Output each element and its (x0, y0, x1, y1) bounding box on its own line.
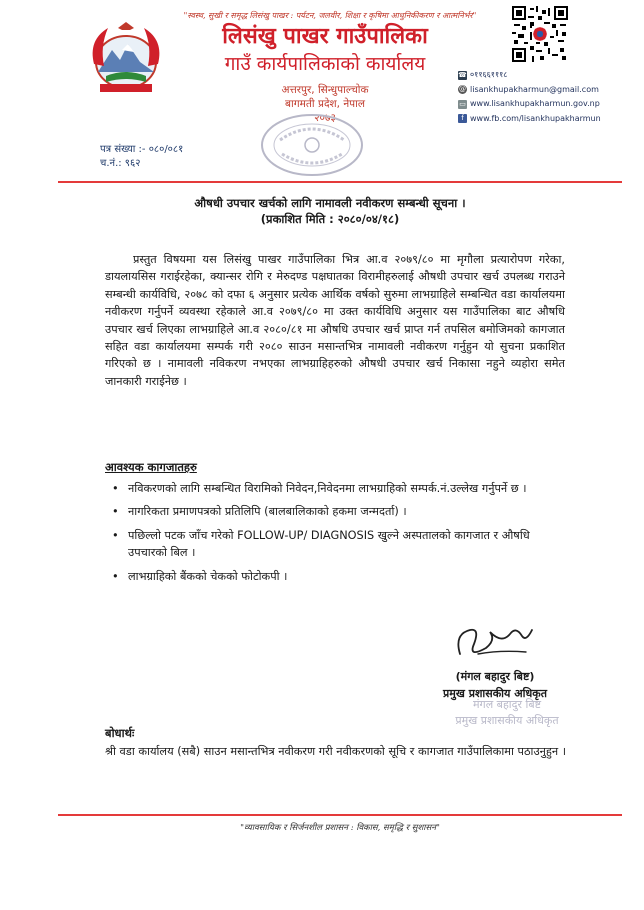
list-item: • लाभग्राहिको बैंकको चेकको फोटोकपी । (112, 568, 572, 585)
contact-phone: ☎ ०११६६१११८ (458, 70, 508, 79)
facebook-icon: f (458, 114, 467, 123)
header-divider (58, 181, 622, 183)
web-icon: ▭ (459, 99, 466, 108)
handwritten-signature (440, 614, 540, 664)
address-line-1: अत्तरपुर, सिन्धुपाल्चोक (281, 84, 369, 96)
phone-icon: ☎ (458, 70, 467, 79)
signatory-name: (मंगल बहादुर बिष्ट) (455, 670, 535, 683)
contact-email[interactable]: @ lisankhupakharmun@gmail.com (459, 84, 599, 94)
notice-body: प्रस्तुत विषयमा यस लिसंखु पाखर गाउँपालिका भित्र आ.व २०७९/८० मा मृगौला प्रत्यारोपण गरेका, डायलायसिस गराईरहेका, क्यान्सर रोगि र मेरुदण्ड पक्षघातका विरामीहरुलाई औषधी उपचार खर्च उपलब्ध गराउने सम्बन्धी कार्यविधि, २०७८ को दफा ६ अनुसार प्रत्येक आर्थिक वर्षको सुरुमा लाभग्राहिले सम्बन्धित वडा कार्यालयमा नवीकरण गर्नुपर्ने व्यवस्था रहेकाले आ.व २०७९/८० मा उक्त कार्यविधि अनुसार यस गाउँपालिका बाट औषधि उपचार खर्च लिएका लाभग्राहिले आ.व २०८०/८१ मा औषधि उपचार खर्च प्राप्त गर्न तपसिल बमोजिमको कागजात सहित वडा कार्यालयमा सम्पर्क गरी २०८० साउन मसान्तभित्र नामावली नवीकरण गर्नुहुन यो सुचना प्रकाशित गरिएको छ । नामावली नविकरण नभएका लाभग्राहिहरुको औषधी उपचार खर्च निकासा नहुने व्यहोरा समेत जानकारी गराईनेछ । (105, 253, 565, 388)
stamp-designation: प्रमुख प्रशासकीय अधिकृत (455, 714, 559, 727)
published-date: (प्रकाशित मिति : २०८०/०४/१८) (260, 212, 400, 226)
letter-number: पत्र संख्या :- ०८०/०८१ (100, 144, 184, 155)
contact-website[interactable]: ▭ www.lisankhupakharmun.gov.np (459, 99, 600, 108)
address-line-3: २०७३ (314, 112, 336, 124)
footer-motto: "व्यावसायिक र सिर्जनशील प्रशासन : विकास, समृद्धि र सुशासन" (240, 823, 440, 833)
cc-heading: बोधार्थः (105, 726, 135, 740)
list-item: • पछिल्लो पटक जाँच गरेको FOLLOW-UP/ DIAGNOSIS खुल्ने अस्पतालको कागजात र औषधि उपचारको बिल । (112, 527, 572, 562)
notice-title: औषधी उपचार खर्चको लागि नामावली नवीकरण सम्बन्धी सूचना । (194, 196, 466, 210)
notice-title-block (60, 195, 600, 227)
list-item: • नागरिकता प्रमाणपत्रको प्रतिलिपि (बालबालिकाको हकमा जन्मदर्ता) । (112, 503, 572, 520)
qr-code (512, 6, 568, 62)
requirements-list (112, 480, 572, 591)
header-motto: "स्वस्थ, सुखी र समृद्ध लिसंखु पाखर : पर्यटन, जलवीर, शिक्षा र कृषिमा आधुनिकीकरण र आत्मनिर्भर" (183, 11, 477, 20)
cc-text: श्री वडा कार्यालय (सबै) साउन मसान्तभित्र नवीकरण गरी नवीकरणको सूचि र कागजात गाउँपालिकामा पठाउनुहुन । (105, 745, 567, 758)
signatory-designation: प्रमुख प्रशासकीय अधिकृत (443, 687, 547, 700)
dispatch-number: च.नं.: ९६२ (100, 158, 141, 169)
email-icon: @ (459, 85, 466, 94)
office-stamp-icon (258, 112, 366, 178)
office-name: गाउँ कार्यपालिकाको कार्यालय (224, 53, 426, 75)
nepal-emblem-icon (82, 20, 170, 96)
contact-list (458, 68, 638, 126)
contact-facebook[interactable]: f www.fb.com/lisankhupakharmun (458, 112, 638, 127)
reference-block (100, 143, 183, 171)
stamp-name: मंगल बहादुर बिष्ट (472, 698, 542, 711)
requirements-heading: आवश्यक कागजातहरु (105, 460, 197, 474)
footer-divider (58, 814, 622, 816)
signature-stamp (422, 697, 592, 729)
organization-name: लिसंखु पाखर गाउँपालिका (222, 24, 428, 49)
address-line-2: बागमती प्रदेश, नेपाल (285, 98, 365, 110)
list-item: • नविकरणको लागि सम्बन्धित विरामिको निवेदन,निवेदनमा लाभग्राहिको सम्पर्क.नं.उल्लेख गर्नुपर्ने छ । (112, 480, 572, 497)
